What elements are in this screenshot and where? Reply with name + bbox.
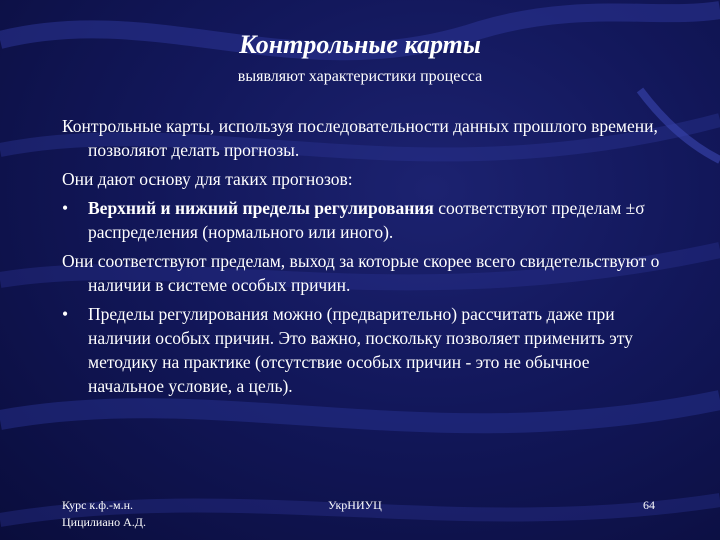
footer-author-line2: Цицилиано А.Д. bbox=[62, 515, 146, 529]
footer-organization: УкрНИУЦ bbox=[328, 498, 382, 512]
bullet-marker: • bbox=[62, 198, 69, 218]
slide-subtitle: выявляют характеристики процесса bbox=[237, 68, 483, 85]
paragraph-forecast: Контрольные карты, используя последовательности данных прошлого времени, позволяют делать прогнозы. bbox=[62, 116, 658, 160]
bullet-control-limits bbox=[62, 196, 662, 244]
page-number: 64 bbox=[643, 498, 655, 512]
bullet-bold-text: Верхний и нижний пределы регулирования bbox=[88, 198, 434, 218]
bullet-text: соответствуют пределам ±σ распределения (нормального или иного). bbox=[88, 198, 645, 242]
paragraph-special-causes: Они соответствуют пределам, выход за которые скорее всего свидетельствуют о наличии в системе особых причин. bbox=[62, 251, 660, 295]
bullet-preliminary-limits bbox=[62, 302, 662, 398]
bullet-marker: • bbox=[62, 304, 69, 324]
paragraph-basis: Они дают основу для таких прогнозов: bbox=[62, 169, 353, 189]
bullet-text: Пределы регулирования можно (предварительно) рассчитать даже при наличии особых причин. Это важно, поскольку позволяет применить эту методику на практике (отсутствие особых причин - это не обычное начальное условие, а цель). bbox=[88, 304, 633, 396]
footer-author-line1: Курс к.ф.-м.н. bbox=[62, 498, 134, 512]
footer-author bbox=[62, 497, 146, 531]
slide-body bbox=[62, 114, 662, 403]
slide-title: Контрольные карты bbox=[239, 30, 481, 59]
